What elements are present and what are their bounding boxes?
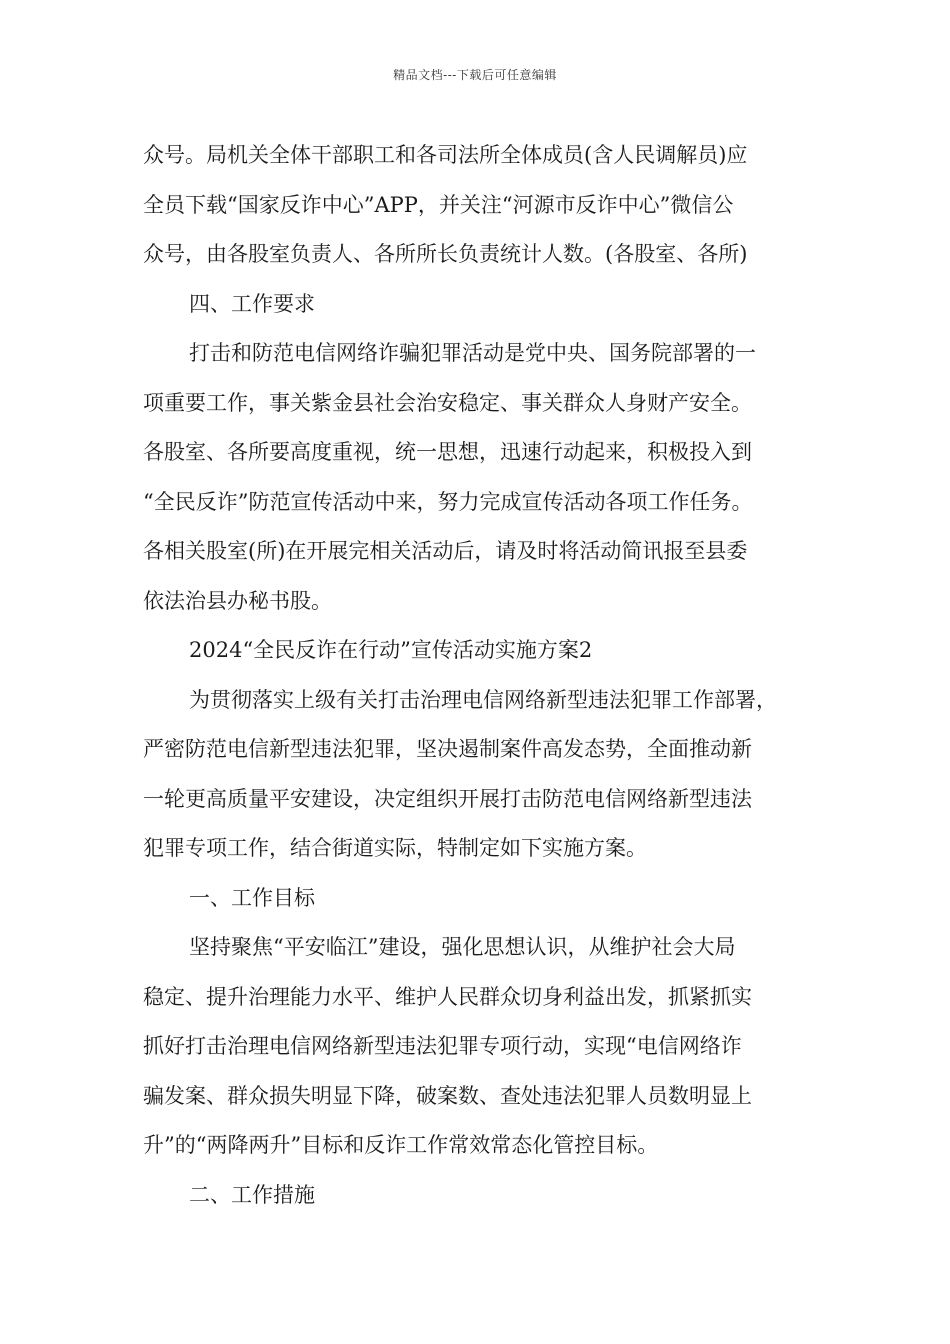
text-line: 项重要工作，事关紫金县社会治安稳定、事关群众人身财产安全。 <box>143 390 752 415</box>
text-line: 为贯彻落实上级有关打击治理电信网络新型违法犯罪工作部署， <box>189 687 777 712</box>
text-line: 严密防范电信新型违法犯罪，坚决遏制案件高发态势，全面推动新 <box>143 737 752 761</box>
text-line: 骗发案、群众损失明显下降，破案数、查处违法犯罪人员数明显上 <box>143 1083 752 1108</box>
text-line: 依法治县办秘书股。 <box>143 588 332 613</box>
text-line: 一、工作目标 <box>189 885 315 910</box>
text-line: 众号。局机关全体干部职工和各司法所全体成员(含人民调解员)应 <box>143 143 748 167</box>
text-line: “全民反诈”防范宣传活动中来，努力完成宣传活动各项工作任务。 <box>143 489 753 514</box>
text-line: 各相关股室(所)在开展完相关活动后，请及时将活动简讯报至县委 <box>143 539 748 563</box>
text-line: 全员下载“国家反诈中心”APP，并关注“河源市反诈中心”微信公 <box>143 192 734 217</box>
text-line: 各股室、各所要高度重视，统一思想，迅速行动起来，积极投入到 <box>143 440 752 464</box>
document-body <box>143 131 833 1220</box>
text-line: 犯罪专项工作，结合街道实际，特制定如下实施方案。 <box>143 836 647 860</box>
text-line: 众号，由各股室负责人、各所所长负责统计人数。(各股室、各所) <box>143 242 748 266</box>
text-line: 四、工作要求 <box>189 291 315 316</box>
text-line: 一轮更高质量平安建设，决定组织开展打击防范电信网络新型违法 <box>143 786 752 811</box>
text-line: 抓好打击治理电信网络新型违法犯罪专项行动，实现“电信网络诈 <box>143 1034 742 1058</box>
page-header: 精品文档---下载后可任意编辑 <box>393 68 557 82</box>
text-line: 打击和防范电信网络诈骗犯罪活动是党中央、国务院部署的一 <box>189 341 756 365</box>
text-line: 升”的“两降两升”目标和反诈工作常效常态化管控目标。 <box>143 1133 659 1157</box>
text-line: 二、工作措施 <box>189 1182 315 1207</box>
text-line: 2024“全民反诈在行动”宣传活动实施方案2 <box>189 638 593 662</box>
text-line: 坚持聚焦“平安临江”建设，强化思想认识，从维护社会大局 <box>189 935 736 959</box>
text-line: 稳定、提升治理能力水平、维护人民群众切身利益出发，抓紧抓实 <box>143 984 752 1009</box>
